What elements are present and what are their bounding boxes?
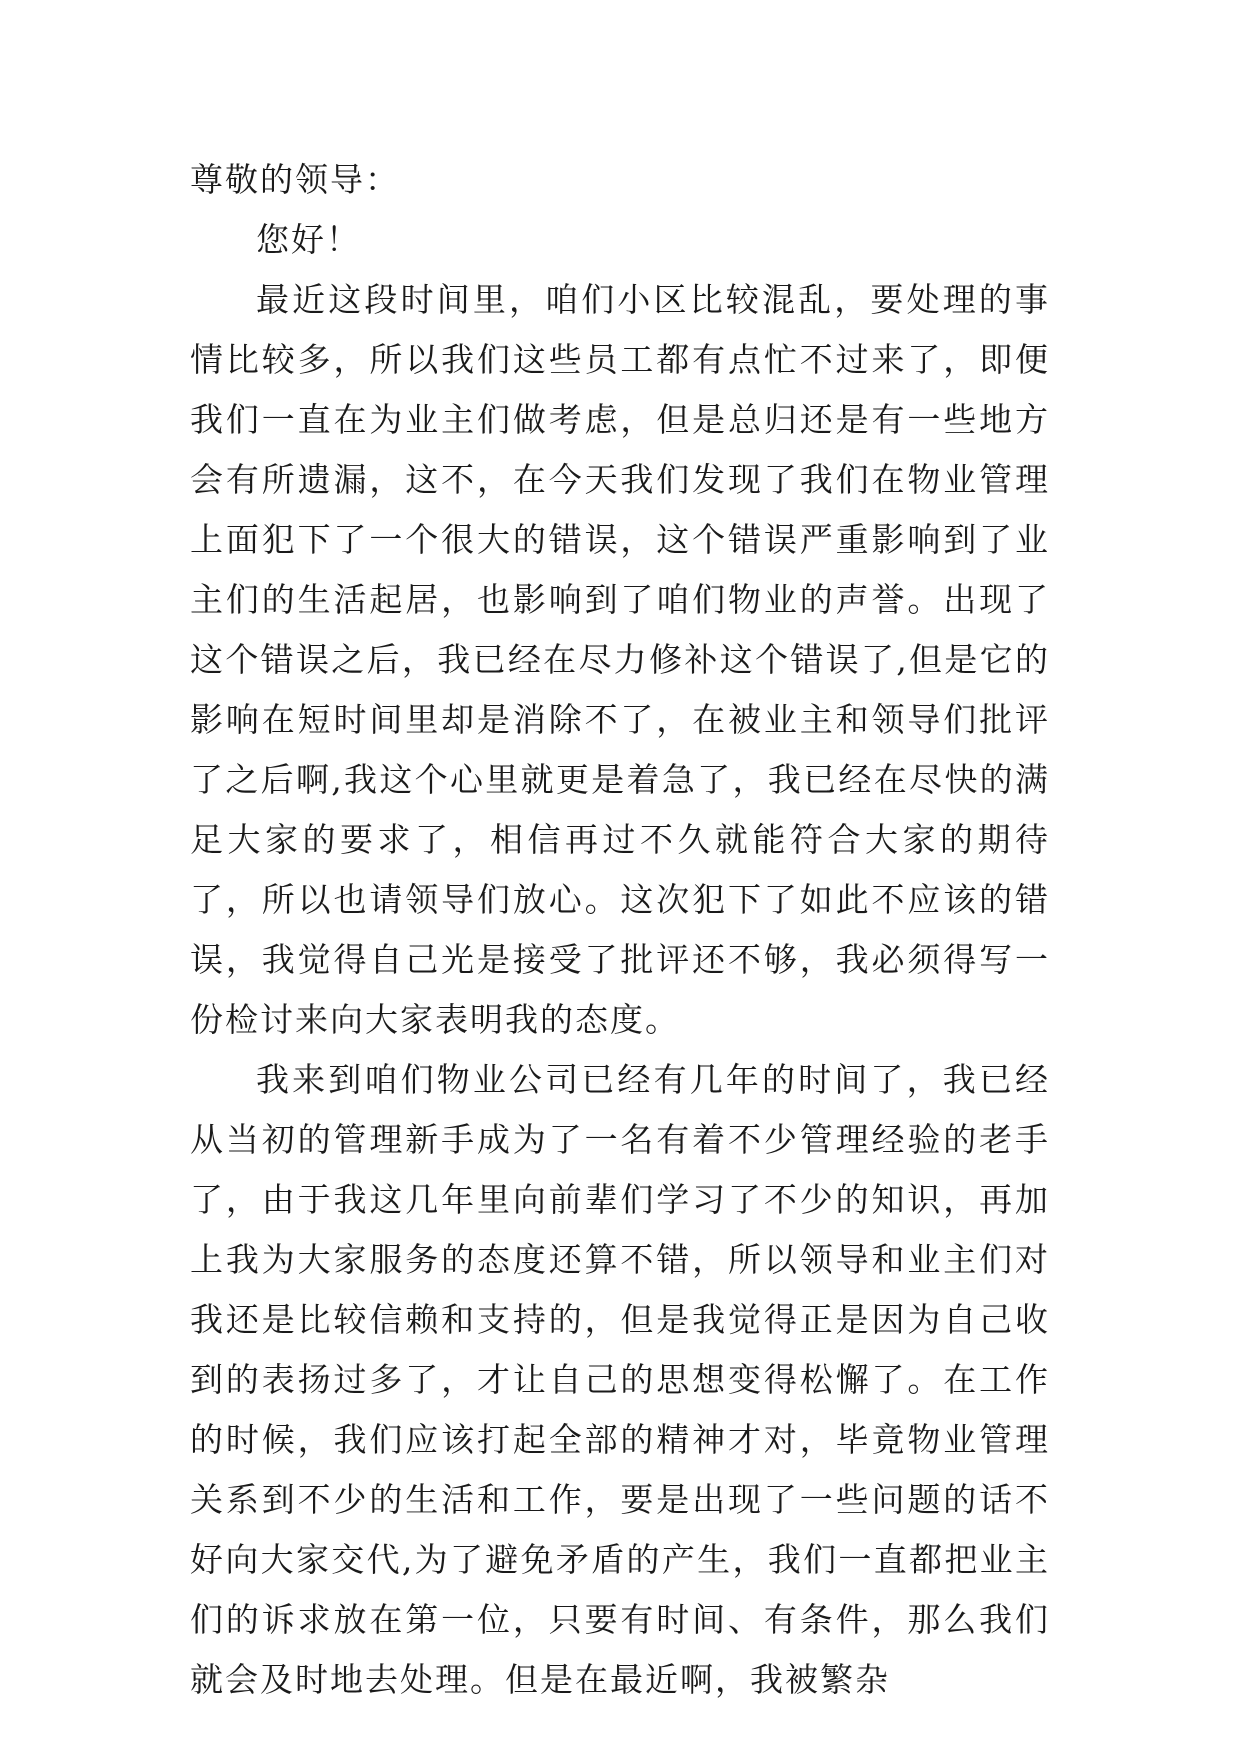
letter-body [190, 150, 1050, 1710]
salutation: 尊敬的领导： [190, 160, 400, 199]
paragraph-2: 我来到咱们物业公司已经有几年的时间了，我已经从当初的管理新手成为了一名有着不少管理经验的老手了，由于我这几年里向前辈们学习了不少的知识，再加上我为大家服务的态度还算不错，所以领导和业主们对我还是比较信赖和支持的，但是我觉得正是因为自己收到的表扬过多了，才让自己的思想变得松懈了。在工作的时候，我们应该打起全部的精神才对，毕竟物业管理关系到不少的生活和工作，要是出现了一些问题的话不好向大家交代,为了避免矛盾的产生，我们一直都把业主们的诉求放在第一位，只要有时间、有条件，那么我们就会及时地去处理。但是在最近啊，我被繁杂 [190, 1060, 1050, 1699]
greeting: 您好！ [256, 220, 361, 259]
paragraph-1: 最近这段时间里，咱们小区比较混乱，要处理的事情比较多，所以我们这些员工都有点忙不过来了，即便我们一直在为业主们做考虑，但是总归还是有一些地方会有所遗漏，这不，在今天我们发现了我们在物业管理上面犯下了一个很大的错误，这个错误严重影响到了业主们的生活起居，也影响到了咱们物业的声誉。出现了这个错误之后，我已经在尽力修补这个错误了,但是它的影响在短时间里却是消除不了，在被业主和领导们批评了之后啊,我这个心里就更是着急了，我已经在尽快的满足大家的要求了，相信再过不久就能符合大家的期待了，所以也请领导们放心。这次犯下了如此不应该的错误，我觉得自己光是接受了批评还不够，我必须得写一份检讨来向大家表明我的态度。 [190, 280, 1050, 1039]
